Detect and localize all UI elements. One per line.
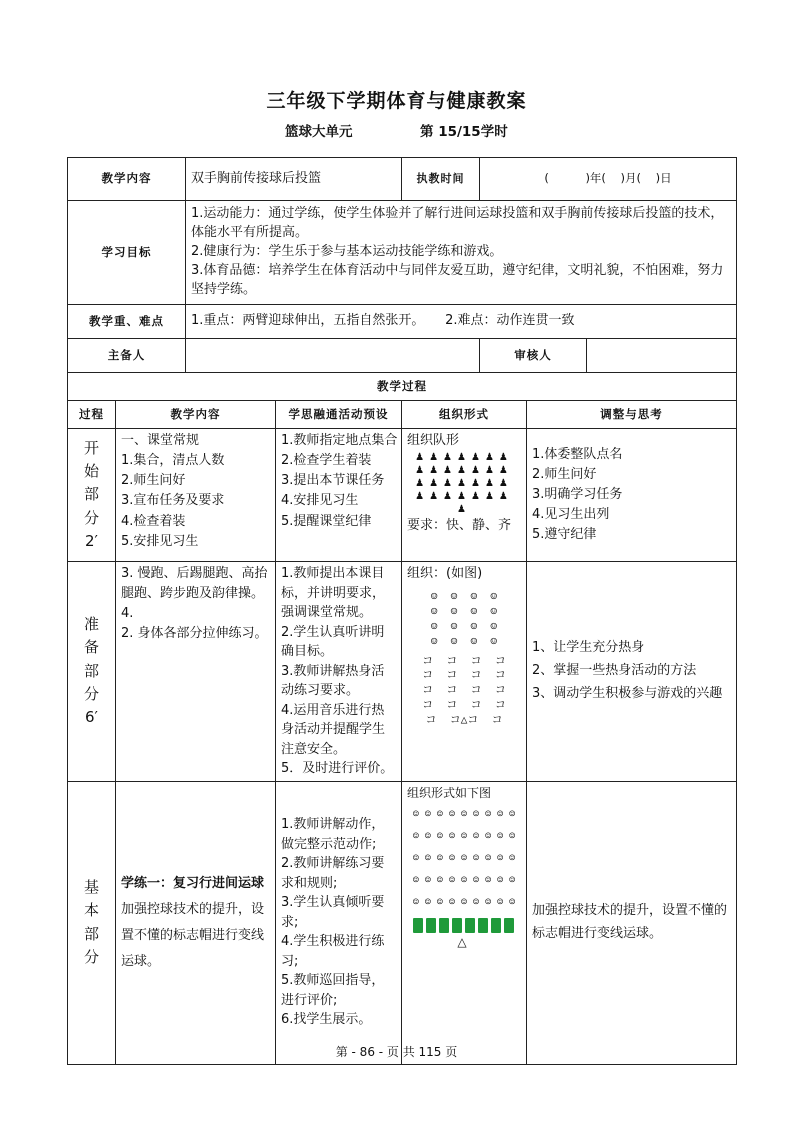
col-organization: 组织形式 (402, 401, 527, 429)
lesson-plan-table (67, 157, 737, 1065)
stage-warmup: 准 备 部 分 6′ (68, 562, 116, 782)
goal-item: 2.健康行为：学生乐于参与基本运动技能学练和游戏。 (191, 244, 503, 260)
unit-label: 篮球大单元 (285, 124, 353, 140)
process-columns-row (68, 401, 737, 429)
goal-item: 3.体育品德：培养学生在体育活动中与同伴友爱互助，遵守纪律，文明礼貌，不怕困难，努力坚持学练。 (191, 262, 724, 297)
content-start: 一、课堂常规 1.集合，清点人数 2.师生问好 3.宣布任务及要求 4.检查着装 5.安排见习生 (116, 429, 276, 562)
goals-list (186, 201, 737, 305)
drill-title: 学练一：复习行进间运球 (121, 875, 265, 891)
org-requirement: 要求：快、静、齐 (407, 518, 512, 534)
person-row: ♟♟♟♟♟♟♟ (415, 491, 513, 503)
activities-main: 1.教师讲解动作，做完整示范动作; 2.教师讲解练习要求和规则; 3.学生认真倾听要求; 4.学生积极进行练习; 5.教师巡回指导，进行评价; 6.找学生展示。 (276, 781, 402, 1064)
key-points-row (68, 305, 737, 339)
date-value: ( )年( )月( )日 (480, 158, 737, 201)
student-row: ☺ ☺ ☺ ☺ ☺ ☺ ☺ ☺ ☺ (412, 831, 516, 843)
marker-flag (426, 918, 436, 933)
content-warmup: 3. 慢跑、后踢腿跑、高抬腿跑、跨步跑及韵律操。 4. 2. 身体各部分拉伸练习。 (116, 562, 276, 782)
cone-row: コ コ△コ コ (425, 712, 503, 726)
key-points-label: 教学重、难点 (68, 305, 186, 339)
student-row: ☺ ☺ ☺ ☺ (430, 619, 498, 633)
organization-warmup (402, 562, 527, 782)
drill-text: 加强控球技术的提升，设置不懂的标志帽进行变线运球。 (121, 901, 265, 969)
teacher-mark: △ (457, 935, 467, 950)
person-row: ♟♟♟♟♟♟♟ (415, 465, 513, 477)
teacher-mark: ♟ (457, 504, 471, 516)
formation-diagram (407, 451, 521, 516)
marker-flag (491, 918, 501, 933)
marker-flag (439, 918, 449, 933)
cone-row: コ コ コ コ (422, 683, 506, 697)
section-start (68, 429, 737, 562)
cone-row: コ コ コ コ (422, 653, 506, 667)
col-stage: 过程 (68, 401, 116, 429)
page-title: 三年级下学期体育与健康教案 (266, 90, 527, 112)
page-footer: 第 - 86 - 页 共 115 页 (335, 1045, 458, 1059)
content-label: 教学内容 (68, 158, 186, 201)
people-row (68, 339, 737, 373)
col-reflection: 调整与思考 (527, 401, 737, 429)
col-content: 教学内容 (116, 401, 276, 429)
student-row: ☺ ☺ ☺ ☺ ☺ ☺ ☺ ☺ ☺ (412, 875, 516, 887)
section-warmup (68, 562, 737, 782)
reflection-main: 加强控球技术的提升，设置不懂的标志帽进行变线运球。 (527, 781, 737, 1064)
content-main (116, 781, 276, 1064)
reviewer-value (587, 339, 737, 373)
marker-flag (465, 918, 475, 933)
date-label: 执教时间 (402, 158, 480, 201)
organization-main (402, 781, 527, 1064)
content-value: 双手胸前传接球后投篮 (186, 158, 402, 201)
main-preparer-label: 主备人 (68, 339, 186, 373)
org-title: 组织队形 (407, 433, 460, 448)
org-title: 组织：(如图) (407, 566, 483, 581)
student-row: ☺ ☺ ☺ ☺ ☺ ☺ ☺ ☺ ☺ (412, 809, 516, 821)
reflection-warmup: 1、让学生充分热身 2、掌握一些热身活动的方法 3、调动学生积极参与游戏的兴趣 (527, 562, 737, 782)
marker-flag (478, 918, 488, 933)
cone-row: コ コ コ コ (422, 698, 506, 712)
marker-flag (413, 918, 423, 933)
student-row: ☺ ☺ ☺ ☺ ☺ ☺ ☺ ☺ ☺ (412, 897, 516, 909)
goal-item: 1.运动能力：通过学练，使学生体验并了解行进间运球投篮和双手胸前传接球后投篮的技术，体能水平有所提高。 (191, 206, 724, 241)
activities-warmup: 1.教师提出本课目标，并讲明要求，强调课堂常规。 2.学生认真听讲明确目标。 3.教师讲解热身活动练习要求。 4.运用音乐进行热身活动并提醒学生注意安全。 5．及时进行评价。 (276, 562, 402, 782)
goals-row (68, 201, 737, 305)
cone-row: コ コ コ コ (422, 668, 506, 682)
process-title: 教学过程 (68, 373, 737, 401)
marker-flag (452, 918, 462, 933)
col-activities: 学思融通活动预设 (276, 401, 402, 429)
main-diagram (407, 804, 521, 914)
student-row: ☺ ☺ ☺ ☺ ☺ ☺ ☺ ☺ ☺ (412, 853, 516, 865)
goals-label: 学习目标 (68, 201, 186, 305)
section-main (68, 781, 737, 1064)
header-row (68, 158, 737, 201)
reviewer-label: 审核人 (480, 339, 587, 373)
organization-start (402, 429, 527, 562)
period-label: 第 15/15学时 (420, 124, 508, 140)
student-row: ☺ ☺ ☺ ☺ (430, 590, 498, 604)
person-row: ♟♟♟♟♟♟♟ (415, 452, 513, 464)
key-points-value: 1.重点：两臂迎球伸出，五指自然张开。 2.难点：动作连贯一致 (186, 305, 737, 339)
marker-cone-row (413, 918, 521, 933)
student-row: ☺ ☺ ☺ ☺ (430, 634, 498, 648)
activities-start: 1.教师指定地点集合 2.检查学生着装 3.提出本节课任务 4.安排见习生 5.提醒课堂纪律 (276, 429, 402, 562)
process-title-row (68, 373, 737, 401)
stage-main: 基 本 部 分 (68, 781, 116, 1064)
person-row: ♟♟♟♟♟♟♟ (415, 478, 513, 490)
warmup-diagram (407, 590, 521, 728)
student-row: ☺ ☺ ☺ ☺ (430, 604, 498, 618)
org-title: 组织形式如下图 (407, 785, 492, 800)
main-preparer-value (186, 339, 480, 373)
marker-flag (504, 918, 514, 933)
reflection-start: 1.体委整队点名 2.师生问好 3.明确学习任务 4.见习生出列 5.遵守纪律 (527, 429, 737, 562)
stage-start: 开 始 部 分 2′ (68, 429, 116, 562)
